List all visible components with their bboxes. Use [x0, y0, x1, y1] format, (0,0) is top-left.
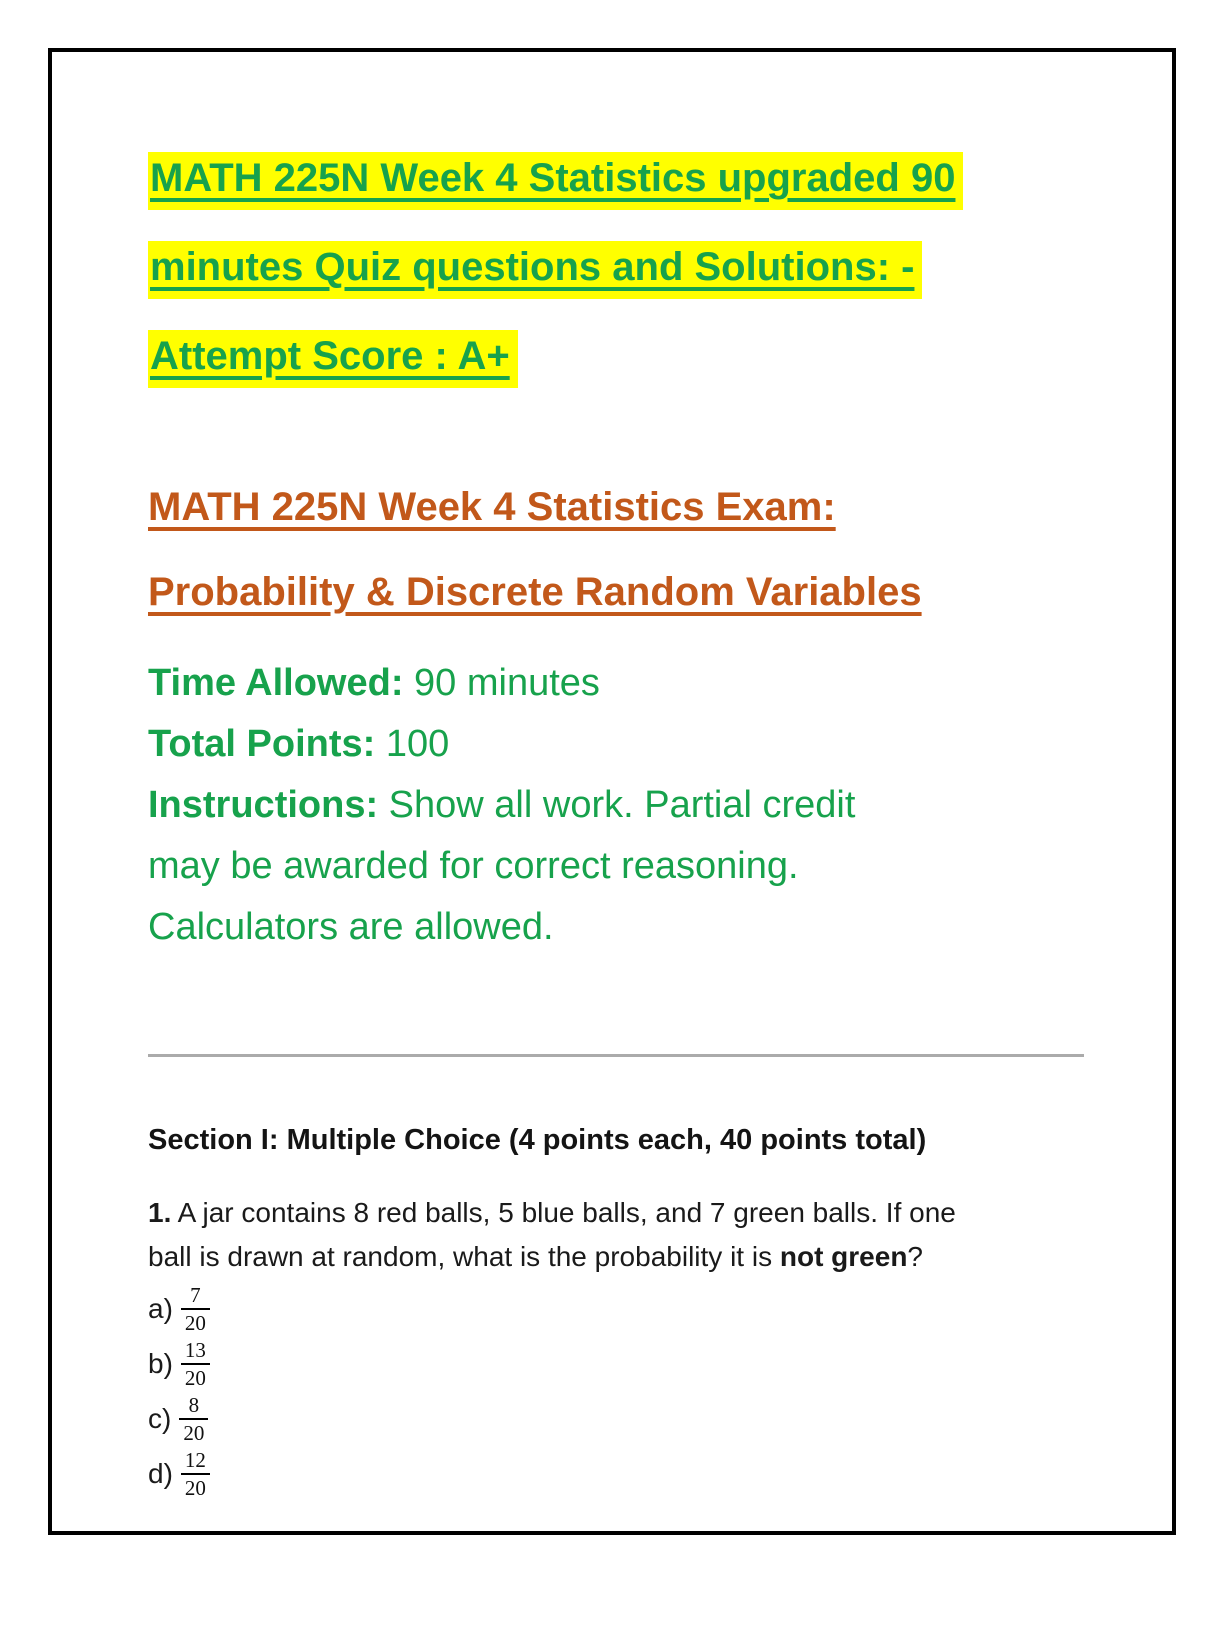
option-c-letter: c)	[148, 1402, 172, 1434]
subtitle-line-2	[148, 554, 1084, 639]
section-heading: Section I: Multiple Choice (4 points each, 40 points total)	[148, 1124, 927, 1156]
exam-subtitle	[148, 469, 1084, 639]
option-d-denominator: 20	[184, 1475, 206, 1500]
meta-time-allowed	[148, 653, 1084, 714]
meta-time-allowed-label: Time Allowed:	[148, 662, 404, 704]
option-d-letter: d)	[148, 1457, 173, 1489]
title-line-3	[148, 316, 1084, 405]
meta-time-allowed-value: 90 minutes	[403, 662, 600, 704]
option-a-letter: a)	[148, 1292, 173, 1324]
meta-total-points-value: 100	[375, 723, 450, 765]
subtitle-line-2-text: Probability & Discrete Random Variables	[148, 570, 922, 614]
title-line-1-text: MATH 225N Week 4 Statistics upgraded 90	[148, 152, 963, 210]
meta-instructions-cont-2-text: Calculators are allowed.	[148, 906, 554, 948]
option-c-numerator: 8	[179, 1393, 208, 1420]
document-title	[148, 138, 1084, 405]
option-d-numerator: 12	[181, 1448, 210, 1475]
question-1	[148, 1191, 1084, 1279]
divider	[148, 1054, 1084, 1057]
meta-instructions-cont-1	[148, 836, 1084, 897]
exam-meta	[148, 653, 1084, 958]
question-1-suffix: ?	[907, 1241, 923, 1272]
meta-total-points	[148, 714, 1084, 775]
option-d-fraction	[181, 1448, 210, 1500]
subtitle-line-1-text: MATH 225N Week 4 Statistics Exam:	[148, 485, 836, 529]
question-1-line-2: ball is drawn at random, what is the probability it is	[148, 1241, 780, 1272]
document-page	[48, 48, 1176, 1535]
meta-instructions-label: Instructions:	[148, 784, 379, 826]
option-a-fraction	[181, 1283, 210, 1335]
option-a-denominator: 20	[184, 1310, 206, 1335]
title-line-2-text: minutes Quiz questions and Solutions: -	[148, 241, 922, 299]
meta-instructions-cont-1-text: may be awarded for correct reasoning.	[148, 845, 799, 887]
option-a	[148, 1281, 1084, 1336]
question-1-line-1: A jar contains 8 red balls, 5 blue balls, and 7 green balls. If one	[171, 1197, 956, 1228]
option-b-numerator: 13	[181, 1338, 210, 1365]
question-1-bold-phrase: not green	[779, 1241, 908, 1272]
option-c	[148, 1391, 1084, 1446]
option-c-fraction	[179, 1393, 208, 1445]
option-c-denominator: 20	[183, 1420, 205, 1445]
option-d	[148, 1446, 1084, 1501]
option-b-fraction	[181, 1338, 210, 1390]
meta-instructions-value: Show all work. Partial credit	[378, 784, 856, 826]
option-b-denominator: 20	[184, 1365, 206, 1390]
answer-options	[148, 1281, 1084, 1501]
meta-instructions	[148, 775, 1084, 836]
title-line-3-text: Attempt Score : A+	[148, 330, 518, 388]
meta-instructions-cont-2	[148, 897, 1084, 958]
title-line-1	[148, 138, 1084, 227]
option-b	[148, 1336, 1084, 1391]
meta-total-points-label: Total Points:	[148, 723, 376, 765]
subtitle-line-1	[148, 469, 1084, 554]
option-b-letter: b)	[148, 1347, 173, 1379]
question-1-number: 1.	[148, 1197, 172, 1228]
title-line-2	[148, 227, 1084, 316]
option-a-numerator: 7	[181, 1283, 210, 1310]
